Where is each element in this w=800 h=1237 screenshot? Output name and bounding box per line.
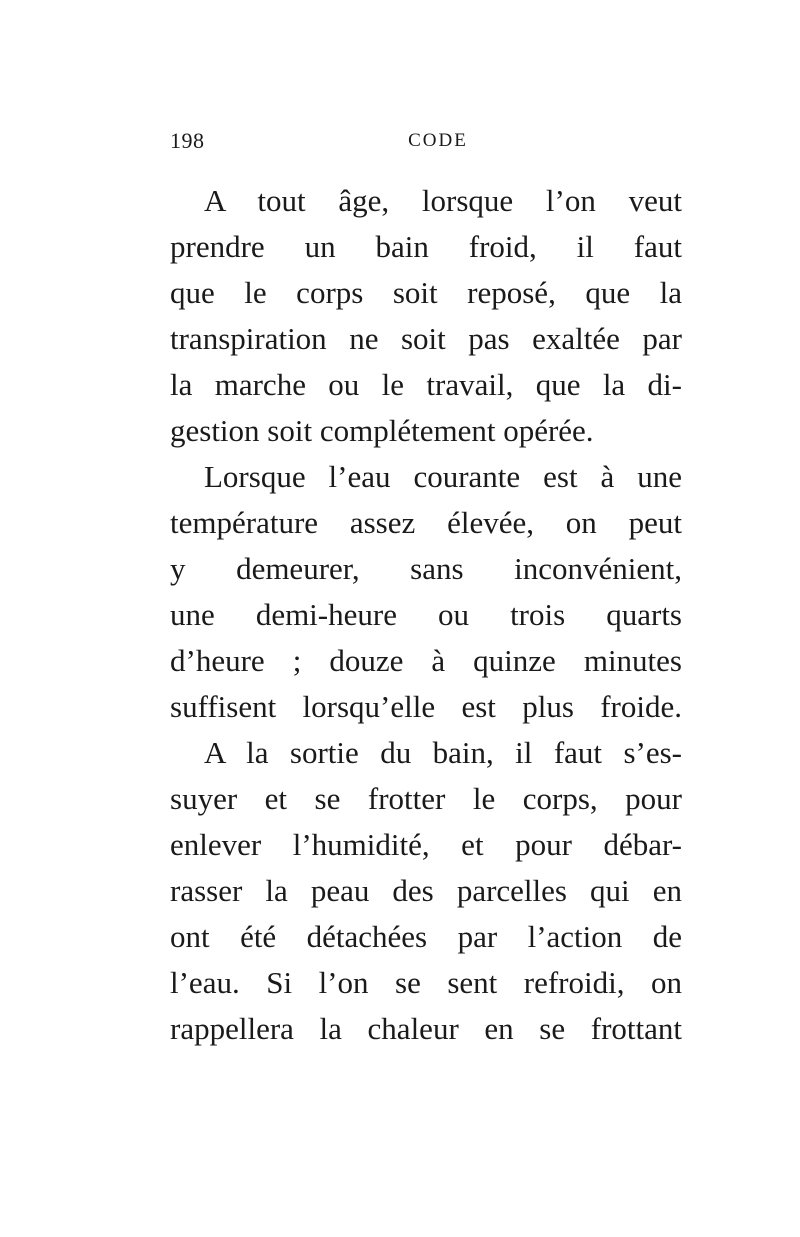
- text-line: d’heure ; douze à quinze minutes: [170, 643, 682, 678]
- text-line: A la sortie du bain, il faut s’es-: [204, 735, 682, 770]
- text-line: transpiration ne soit pas exaltée par: [170, 321, 682, 356]
- text-line: que le corps soit reposé, que la: [170, 275, 682, 310]
- text-line: température assez élevée, on peut: [170, 505, 682, 540]
- text-line: une demi-heure ou trois quarts: [170, 597, 682, 632]
- body-text: [170, 178, 682, 1052]
- text-line: ont été détachées par l’action de: [170, 919, 682, 954]
- text-line: prendre un bain froid, il faut: [170, 229, 682, 264]
- text-line: suffisent lorsqu’elle est plus froide.: [170, 689, 682, 724]
- text-line: l’eau. Si l’on se sent refroidi, on: [170, 965, 682, 1000]
- text-line: rappellera la chaleur en se frottant: [170, 1011, 682, 1046]
- running-head: [170, 128, 682, 158]
- page-number: 198: [170, 128, 205, 153]
- running-title: CODE: [408, 130, 468, 151]
- text-line: rasser la peau des parcelles qui en: [170, 873, 682, 908]
- text-line: enlever l’humidité, et pour débar-: [170, 827, 682, 862]
- text-line: la marche ou le travail, que la di-: [170, 367, 682, 402]
- text-line: suyer et se frotter le corps, pour: [170, 781, 682, 816]
- text-line: gestion soit complétement opérée.: [170, 413, 594, 448]
- text-line: y demeurer, sans inconvénient,: [170, 551, 682, 586]
- text-line: A tout âge, lorsque l’on veut: [204, 183, 682, 218]
- text-line: Lorsque l’eau courante est à une: [204, 459, 682, 494]
